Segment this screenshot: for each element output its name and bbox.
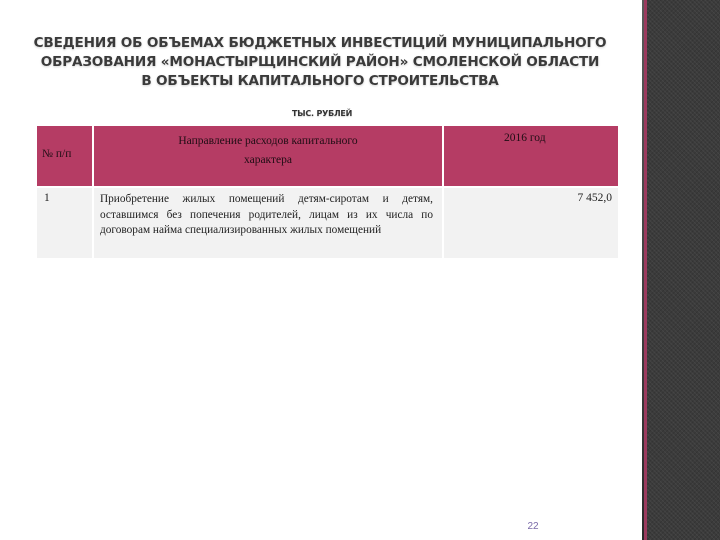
row-1-value: 7 452,0 xyxy=(444,188,618,258)
units-label: ТЫС. РУБЛЕЙ xyxy=(292,109,353,118)
row-1-num: 1 xyxy=(37,188,92,258)
title-line-3: В ОБЪЕКТЫ КАПИТАЛЬНОГО СТРОИТЕЛЬСТВА xyxy=(141,73,499,89)
title-line-1: СВЕДЕНИЯ ОБ ОБЪЕМАХ БЮДЖЕТНЫХ ИНВЕСТИЦИЙ МУНИЦИПАЛЬНОГО xyxy=(33,35,607,51)
title-line-2: ОБРАЗОВАНИЯ «МОНАСТЫРЩИНСКИЙ РАЙОН» СМОЛЕНСКОЙ ОБЛАСТИ xyxy=(40,54,600,70)
decorative-sidebar xyxy=(642,0,720,540)
header-year: 2016 год xyxy=(444,126,618,186)
header-direction: Направление расходов капитального характера xyxy=(94,126,442,186)
header-num: № п/п xyxy=(37,126,92,186)
page-number: 22 xyxy=(527,521,539,532)
row-1-direction: Приобретение жилых помещений детям-сиротам и детям, оставшимся без попечения родителей, лицам из их числа по договорам найма специализированных жилых помещений xyxy=(94,188,442,258)
accent-stripe xyxy=(644,0,647,540)
slide-title xyxy=(18,34,622,91)
